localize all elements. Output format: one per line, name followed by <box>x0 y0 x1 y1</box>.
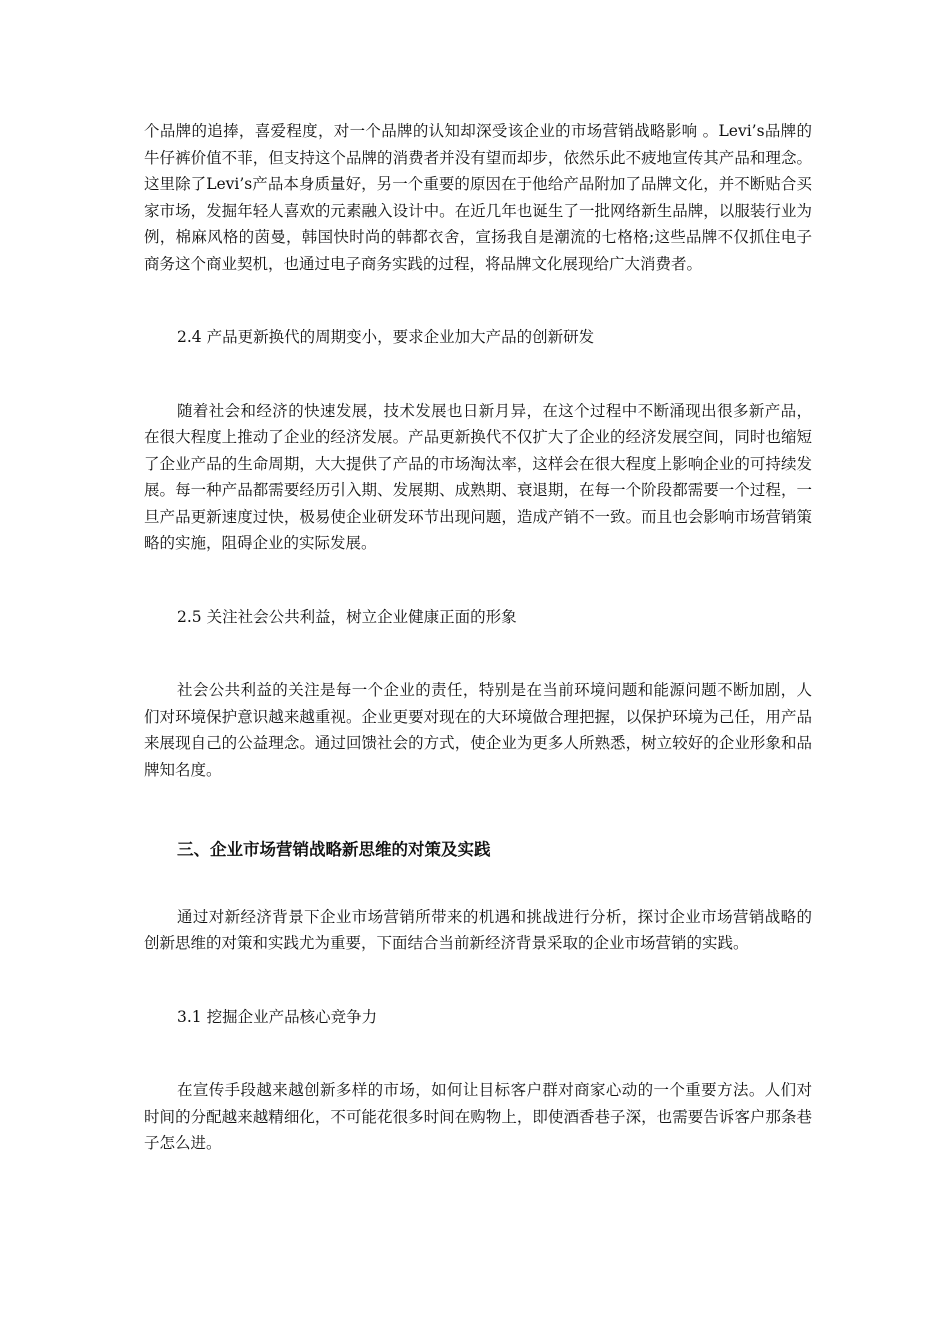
spacer <box>144 630 812 677</box>
spacer <box>144 277 812 324</box>
subheading-2-4: 2.4 产品更新换代的周期变小，要求企业加大产品的创新研发 <box>177 328 595 346</box>
document-page <box>144 118 812 1157</box>
paragraph-strategy-intro: 通过对新经济背景下企业市场营销所带来的机遇和挑战进行分析，探讨企业市场营销战略的创新思维的对策和实践尤为重要，下面结合当前新经济背景采取的企业市场营销的实践。 <box>144 907 812 952</box>
spacer <box>144 1030 812 1077</box>
paragraph-product-cycle: 随着社会和经济的快速发展，技术发展也日新月异，在这个过程中不断涌现出很多新产品，在很大程度上推动了企业的经济发展。产品更新换代不仅扩大了企业的经济发展空间，同时也缩短了企业产品的生命周期，大大提供了产品的市场淘汰率，这样会在很大程度上影响企业的可持续发展。每一种产品都需要经历引入期、发展期、成熟期、衰退期，在每一个阶段都需要一个过程，一旦产品更新速度过快，极易使企业研发环节出现问题，造成产销不一致。而且也会影响市场营销策略的实施，阻碍企业的实际发展。 <box>144 401 812 552</box>
spacer <box>144 864 812 904</box>
spacer <box>144 957 812 1004</box>
spacer <box>144 557 812 604</box>
paragraph-core-competitiveness: 在宣传手段越来越创新多样的市场，如何让目标客户群对商家心动的一个重要方法。人们对时间的分配越来越精细化，不可能花很多时间在购物上，即使酒香巷子深，也需要告诉客户那条巷子怎么进。 <box>144 1081 812 1152</box>
subheading-3-1: 3.1 挖掘企业产品核心竞争力 <box>177 1007 378 1026</box>
section-heading-3: 三、企业市场营销战略新思维的对策及实践 <box>177 840 491 859</box>
paragraph-brand-culture: 个品牌的追捧，喜爱程度，对一个品牌的认知却深受该企业的市场营销战略影响 。Levi’s品牌的牛仔裤价值不菲，但支持这个品牌的消费者并没有望而却步，依然乐此不疲地宣传其产品和理念。这里除了Levi’s产品本身质量好，另一个重要的原因在于他给产品附加了品牌文化，并不断贴合买家市场，发掘年轻人喜欢的元素融入设计中。在近几年也诞生了一批网络新生品牌，以服装行业为例，棉麻风格的茵曼，韩国快时尚的韩都衣舍，宣扬我自是潮流的七格格;这些品牌不仅抓住电子商务这个商业契机，也通过电子商务实践的过程，将品牌文化展现给广大消费者。 <box>144 122 812 273</box>
paragraph-public-interest: 社会公共利益的关注是每一个企业的责任，特别是在当前环境问题和能源问题不断加剧，人们对环境保护意识越来越重视。企业更要对现在的大环境做合理把握，以保护环境为己任，用产品来展现自己的公益理念。通过回馈社会的方式，使企业为更多人所熟悉，树立较好的企业形象和品牌知名度。 <box>144 681 812 779</box>
spacer <box>144 783 812 837</box>
spacer <box>144 351 812 398</box>
subheading-2-5: 2.5 关注社会公共利益，树立企业健康正面的形象 <box>177 607 517 626</box>
